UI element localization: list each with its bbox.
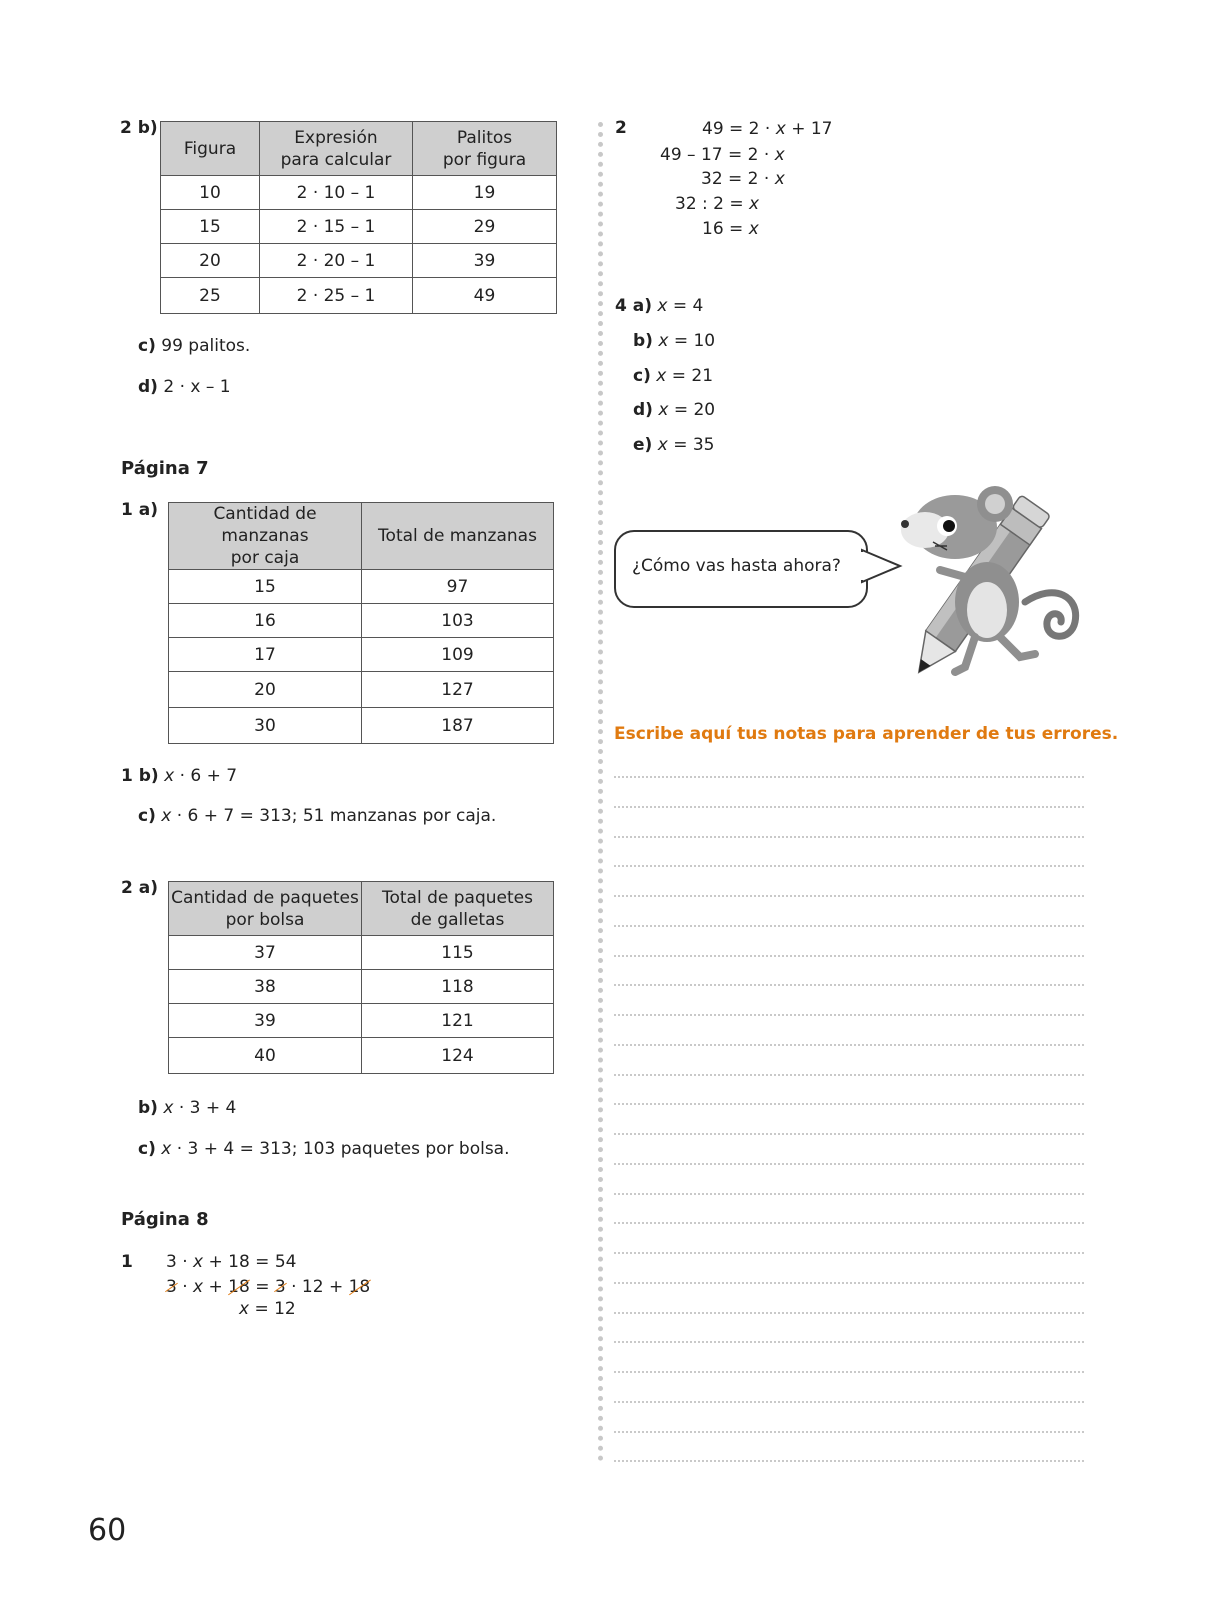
note-line[interactable] (614, 865, 1084, 867)
equation-line: 49 – 17 = 2 · x (660, 145, 785, 165)
table-cell: 40 (169, 1038, 362, 1074)
table-row (169, 672, 554, 708)
table-row (169, 570, 554, 604)
equation-line: x = 12 (239, 1299, 296, 1319)
table-row (161, 244, 557, 278)
table-cell: 39 (413, 244, 557, 278)
table-cell: 20 (161, 244, 260, 278)
equation-line: 16 = x (702, 219, 759, 239)
note-line[interactable] (614, 1044, 1084, 1046)
note-line[interactable] (614, 1312, 1084, 1314)
table-cell: 124 (362, 1038, 554, 1074)
note-line[interactable] (614, 776, 1084, 778)
note-line[interactable] (614, 984, 1084, 986)
table-cell: 15 (169, 570, 362, 604)
table-header: Expresión para calcular (260, 122, 413, 176)
speech-bubble-text: ¿Cómo vas hasta ahora? (632, 556, 841, 576)
table-cell: 187 (362, 708, 554, 744)
answer-line: d) x = 20 (633, 400, 716, 420)
equation-line: 32 = 2 · x (701, 169, 785, 189)
table-row (169, 970, 554, 1004)
table-cell: 19 (413, 176, 557, 210)
table-row (161, 210, 557, 244)
note-line[interactable] (614, 1460, 1084, 1462)
table-row (169, 708, 554, 744)
note-line[interactable] (614, 806, 1084, 808)
answer-line: c) x · 6 + 7 = 313; 51 manzanas por caja. (138, 806, 497, 826)
answer-line: b) x · 3 + 4 (138, 1098, 237, 1118)
table-cell: 115 (362, 936, 554, 970)
answer-line: b) x = 10 (633, 331, 716, 351)
answer-line: 1 b) x · 6 + 7 (121, 766, 238, 786)
table-cell: 29 (413, 210, 557, 244)
table-row (161, 278, 557, 314)
page-heading: Página 7 (121, 458, 209, 479)
table-cell: 10 (161, 176, 260, 210)
figures-table (160, 121, 557, 314)
note-line[interactable] (614, 1103, 1084, 1105)
table-cell: 103 (362, 604, 554, 638)
answer-line: 4 a) x = 4 (615, 296, 704, 316)
note-line[interactable] (614, 1401, 1084, 1403)
table-row (169, 1038, 554, 1074)
answer-line: e) x = 35 (633, 435, 715, 455)
answer-line: c) x · 3 + 4 = 313; 103 paquetes por bolsa. (138, 1139, 510, 1159)
note-line[interactable] (614, 1014, 1084, 1016)
note-line[interactable] (614, 955, 1084, 957)
table-cell: 2 · 10 – 1 (260, 176, 413, 210)
answer-line: c) x = 21 (633, 366, 714, 386)
table-header: Total de paquetes de galletas (362, 882, 554, 936)
equation-line: 3 · x + 18 = 3 · 12 + 18 (166, 1277, 371, 1297)
equation-line: 32 : 2 = x (675, 194, 760, 214)
page-number: 60 (88, 1513, 127, 1548)
table-cell: 127 (362, 672, 554, 708)
cookies-table (168, 881, 554, 1074)
table-header: Cantidad de manzanas por caja (169, 503, 362, 570)
note-line[interactable] (614, 1074, 1084, 1076)
table-cell: 37 (169, 936, 362, 970)
column-divider (598, 122, 603, 1462)
table-row (169, 638, 554, 672)
equation-line: 49 = 2 · x + 17 (702, 119, 833, 139)
table-cell: 38 (169, 970, 362, 1004)
exercise-label: 2 a) (121, 878, 158, 898)
table-header: Cantidad de paquetes por bolsa (169, 882, 362, 936)
table-cell: 109 (362, 638, 554, 672)
note-line[interactable] (614, 1371, 1084, 1373)
table-cell: 121 (362, 1004, 554, 1038)
table-cell: 25 (161, 278, 260, 314)
notes-title: Escribe aquí tus notas para aprender de tus errores. (614, 724, 1119, 744)
apples-table (168, 502, 554, 744)
table-cell: 15 (161, 210, 260, 244)
note-line[interactable] (614, 1282, 1084, 1284)
answer-line: c) 99 palitos. (138, 336, 251, 356)
page-heading: Página 8 (121, 1209, 209, 1230)
note-line[interactable] (614, 925, 1084, 927)
exercise-label: 1 (121, 1252, 133, 1272)
table-cell: 2 · 20 – 1 (260, 244, 413, 278)
note-line[interactable] (614, 836, 1084, 838)
table-cell: 17 (169, 638, 362, 672)
note-line[interactable] (614, 1222, 1084, 1224)
table-cell: 20 (169, 672, 362, 708)
table-header: Figura (161, 122, 260, 176)
table-cell: 118 (362, 970, 554, 1004)
note-line[interactable] (614, 1193, 1084, 1195)
equation-line: 3 · x + 18 = 54 (166, 1252, 297, 1272)
table-row (169, 604, 554, 638)
table-row (169, 936, 554, 970)
note-line[interactable] (614, 1163, 1084, 1165)
table-cell: 97 (362, 570, 554, 604)
exercise-label: 2 b) (120, 118, 158, 138)
table-cell: 2 · 15 – 1 (260, 210, 413, 244)
answer-line: d) 2 · x – 1 (138, 377, 231, 397)
exercise-label: 2 (615, 118, 627, 138)
table-row (169, 1004, 554, 1038)
note-line[interactable] (614, 895, 1084, 897)
table-cell: 30 (169, 708, 362, 744)
table-cell: 49 (413, 278, 557, 314)
exercise-label: 1 a) (121, 500, 158, 520)
table-header: Total de manzanas (362, 503, 554, 570)
note-line[interactable] (614, 1341, 1084, 1343)
table-cell: 2 · 25 – 1 (260, 278, 413, 314)
note-line[interactable] (614, 1431, 1084, 1433)
table-cell: 39 (169, 1004, 362, 1038)
table-header: Palitos por figura (413, 122, 557, 176)
table-row (161, 176, 557, 210)
note-line[interactable] (614, 1133, 1084, 1135)
note-line[interactable] (614, 1252, 1084, 1254)
table-cell: 16 (169, 604, 362, 638)
monkey-pencil-icon (895, 482, 1090, 692)
